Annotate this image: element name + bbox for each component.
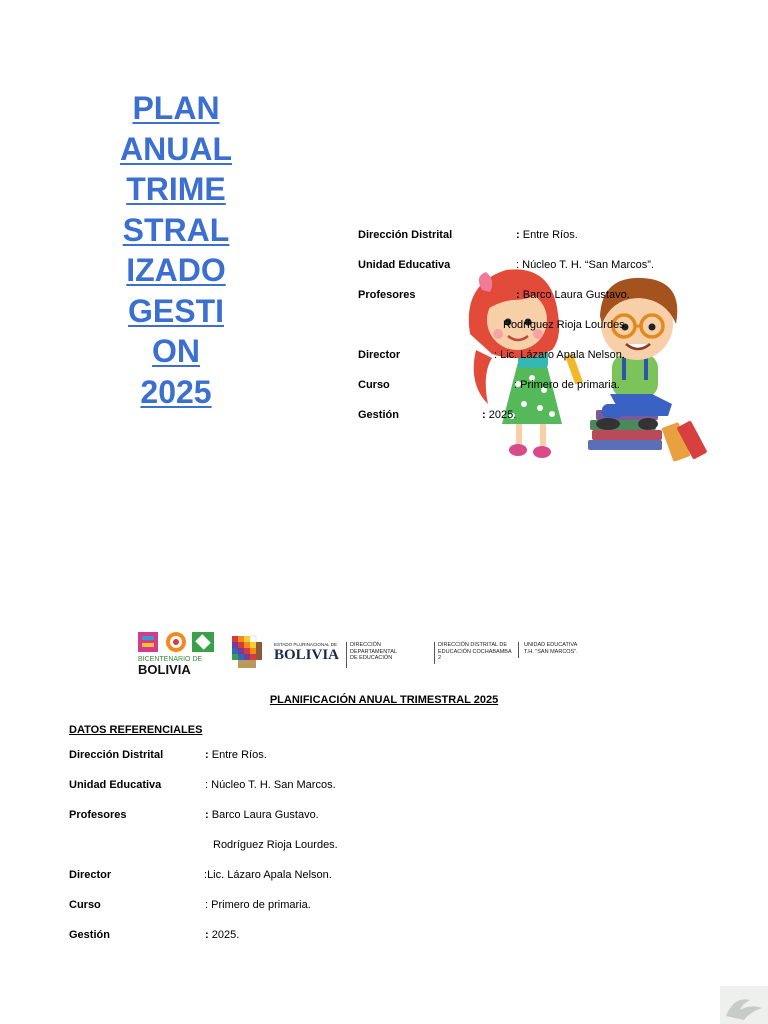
direccion-dept-text: DIRECCIÓN DEPARTAMENTAL DE EDUCACIÓN [350, 642, 397, 661]
info-value: : 2025. [205, 929, 240, 941]
cover-title-line: PLAN [132, 90, 220, 126]
bicentenario-bottom-text: BOLIVIA [138, 662, 191, 677]
wiphala-emblem [228, 630, 268, 674]
info-value: : Núcleo T. H. “San Marcos”. [516, 259, 654, 271]
info-value: : Entre Ríos. [205, 749, 267, 761]
info-label: Director [358, 349, 401, 361]
info-value: : 2025. [482, 409, 517, 421]
info-label: Unidad Educativa [358, 259, 451, 271]
info-label: Director [69, 869, 112, 881]
logo-divider [434, 642, 435, 664]
info-value: : Núcleo T. H. San Marcos. [205, 779, 336, 791]
plan-heading: PLANIFICACIÓN ANUAL TRIMESTRAL 2025 [269, 694, 499, 706]
info-label: Profesores [69, 809, 127, 821]
watermark-corner [720, 986, 768, 1024]
bicentenario-logo [138, 630, 222, 654]
info-value: Rodríguez Rioja Lourdes. [213, 839, 338, 851]
info-label: Dirección Distrital [69, 749, 164, 761]
logo-divider [518, 642, 519, 658]
cover-title-line: IZADO [126, 252, 226, 288]
watermark-icon [720, 986, 768, 1024]
info-value: : Barco Laura Gustavo. [205, 809, 319, 821]
info-label: Gestión [69, 929, 110, 941]
info-value: : Primero de primaria. [514, 379, 620, 391]
estado-small-text: ESTADO PLURINACIONAL DE [274, 642, 338, 647]
info-label: Curso [358, 379, 390, 391]
info-label: Curso [69, 899, 101, 911]
info-value: : Lic. Lázaro Apala Nelson. [494, 349, 625, 361]
info-value: : Entre Ríos. [516, 229, 578, 241]
info-value: :Lic. Lázaro Apala Nelson. [204, 869, 332, 881]
logo-divider [346, 642, 347, 668]
datos-heading: DATOS REFERENCIALES [69, 724, 203, 736]
bottom-info [69, 749, 389, 949]
info-value: : Primero de primaria. [205, 899, 311, 911]
info-label: Gestión [358, 409, 399, 421]
unidad-text: UNIDAD EDUCATIVA T.H. "SAN MARCOS". [524, 642, 578, 655]
cover-title-line: STRAL [122, 211, 230, 248]
info-value: : Barco Laura Gustavo. [516, 289, 630, 301]
cover-title-line: 2025 [140, 373, 212, 410]
cover-title-line: ANUAL [120, 130, 232, 167]
bicentenario-top-text: BICENTENARIO DE [138, 656, 203, 663]
cover-title-line: GESTI [127, 292, 224, 329]
info-label: Profesores [358, 289, 416, 301]
info-value: Rodríguez Rioja Lourdes. [503, 319, 628, 331]
estado-big-text: BOLIVIA [274, 647, 340, 663]
info-label: Dirección Distrital [358, 229, 453, 241]
top-info [358, 229, 658, 429]
logos-bar [128, 626, 608, 678]
cover-title [108, 88, 244, 412]
cover-title-line: TRIME [126, 171, 226, 207]
direccion-distrital-text: DIRECCIÓN DISTRITAL DE EDUCACIÓN COCHABAMBA 2 [438, 642, 512, 661]
cover-title-line: ON [152, 333, 200, 369]
info-label: Unidad Educativa [69, 779, 162, 791]
